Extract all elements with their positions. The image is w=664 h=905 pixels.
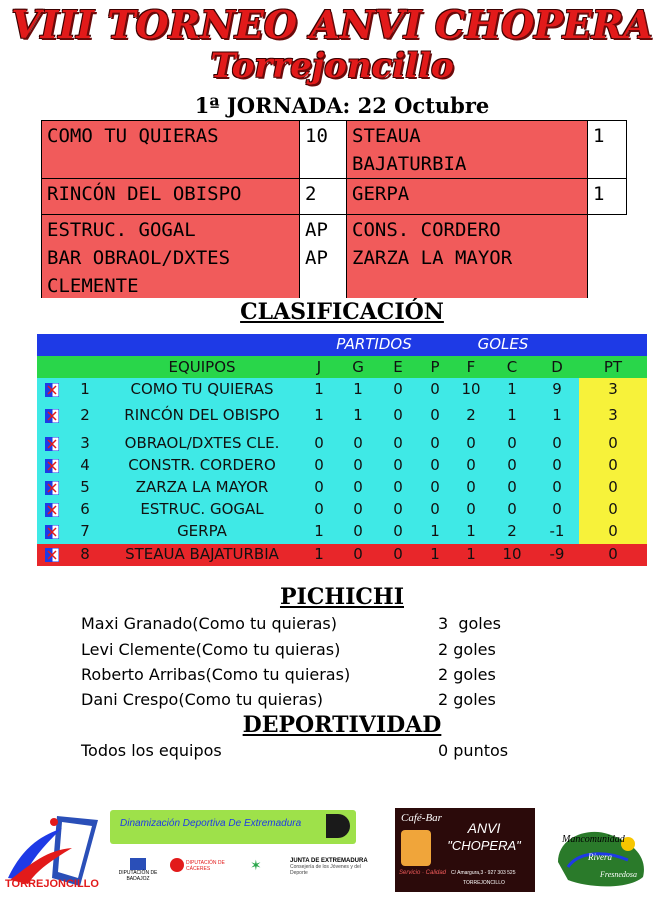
standing-c: 0 bbox=[507, 478, 517, 496]
standing-e: 0 bbox=[393, 500, 403, 518]
grid-line bbox=[299, 120, 300, 298]
standing-p: 1 bbox=[430, 545, 440, 563]
team-shield-icon bbox=[45, 480, 59, 494]
team-shield-icon bbox=[45, 436, 59, 450]
dinamizacion-text: Dinamización Deportiva De Extremadura bbox=[120, 818, 302, 829]
standing-e: 0 bbox=[393, 522, 403, 540]
standing-position: 7 bbox=[80, 522, 90, 540]
team-shield-icon bbox=[45, 502, 59, 516]
anvi-chopera-logo bbox=[395, 808, 535, 892]
standings-title: CLASIFICACIÓN bbox=[240, 299, 444, 325]
standing-g: 1 bbox=[353, 406, 363, 424]
pichichi-title: PICHICHI bbox=[279, 584, 404, 610]
badajoz-text: DIPUTACIÓN DE BADAJOZ bbox=[118, 870, 158, 882]
scorer-goals: 2 goles bbox=[438, 690, 496, 709]
standing-c: 2 bbox=[507, 522, 517, 540]
standing-position: 4 bbox=[80, 456, 90, 474]
standing-d: 1 bbox=[552, 406, 562, 424]
standings-table bbox=[37, 334, 647, 566]
caceres-icon bbox=[170, 858, 184, 872]
standing-team: OBRAOL/DXTES CLE. bbox=[124, 434, 280, 452]
deportividad-title: DEPORTIVIDAD bbox=[242, 712, 442, 738]
anvi-text: ANVI bbox=[467, 820, 501, 836]
col-header-g: G bbox=[352, 358, 364, 376]
standing-e: 0 bbox=[393, 406, 403, 424]
grid-line bbox=[41, 120, 42, 298]
standing-c: 0 bbox=[507, 500, 517, 518]
jornada-heading: 1ª JORNADA: 22 Octubre bbox=[194, 93, 490, 118]
junta-text: JUNTA DE EXTREMADURA bbox=[290, 858, 368, 864]
mancomunidad-text: Mancomunidad bbox=[562, 834, 625, 845]
standing-position: 8 bbox=[80, 545, 90, 563]
standing-d: 0 bbox=[552, 434, 562, 452]
standing-p: 0 bbox=[430, 456, 440, 474]
col-header-p: P bbox=[430, 358, 440, 376]
subtitle-location: Torrejoncillo bbox=[210, 46, 454, 86]
result-away-team: STEAUA BAJATURBIA bbox=[346, 120, 587, 178]
scorer-name: Dani Crespo(Como tu quieras) bbox=[81, 690, 324, 709]
standing-f: 10 bbox=[461, 380, 481, 398]
header-goles: GOLES bbox=[477, 335, 529, 353]
team-shield-icon bbox=[45, 547, 59, 561]
result-away-score: 1 bbox=[587, 120, 627, 178]
caceres-text: DIPUTACIÓN DE CÁCERES bbox=[186, 860, 225, 872]
scorer-name: Levi Clemente(Como tu quieras) bbox=[81, 640, 341, 659]
beer-icon bbox=[401, 830, 431, 866]
standing-f: 2 bbox=[466, 406, 476, 424]
standing-team: COMO TU QUIERAS bbox=[130, 380, 274, 398]
institution-logos bbox=[118, 858, 378, 894]
standing-pt: 3 bbox=[608, 406, 618, 424]
standing-p: 0 bbox=[430, 380, 440, 398]
standing-c: 0 bbox=[507, 434, 517, 452]
standing-f: 1 bbox=[466, 522, 476, 540]
scorer-goals: 3 goles bbox=[438, 614, 501, 633]
grid-line bbox=[346, 120, 347, 298]
results-table bbox=[41, 120, 627, 298]
standing-pt: 3 bbox=[608, 380, 618, 398]
scorer-name: Maxi Granado(Como tu quieras) bbox=[81, 614, 337, 633]
result-home-team: RINCÓN DEL OBISPO bbox=[41, 178, 299, 214]
standing-e: 0 bbox=[393, 545, 403, 563]
standing-d: 0 bbox=[552, 500, 562, 518]
junta-sub-text: Consejería de los Jóvenes y del Deporte bbox=[290, 864, 361, 876]
scorer-name: Roberto Arribas(Como tu quieras) bbox=[81, 665, 351, 684]
standing-d: 0 bbox=[552, 478, 562, 496]
mancomunidad-logo bbox=[548, 822, 660, 892]
grid-line bbox=[41, 178, 627, 179]
team-shield-icon bbox=[45, 408, 59, 422]
result-home-score: 2 bbox=[299, 178, 346, 214]
standing-j: 1 bbox=[314, 545, 324, 563]
standing-p: 0 bbox=[430, 434, 440, 452]
junta-logo bbox=[290, 858, 378, 876]
result-home-score: AP AP bbox=[299, 214, 346, 298]
standing-team: ESTRUC. GOGAL bbox=[140, 500, 264, 518]
standing-d: 0 bbox=[552, 456, 562, 474]
standing-g: 0 bbox=[353, 456, 363, 474]
result-away-team: CONS. CORDERO ZARZA LA MAYOR bbox=[346, 214, 587, 298]
standing-position: 2 bbox=[80, 406, 90, 424]
diputacion-caceres-logo bbox=[170, 858, 228, 872]
standing-d: 9 bbox=[552, 380, 562, 398]
standing-e: 0 bbox=[393, 380, 403, 398]
dinamizacion-banner bbox=[110, 810, 356, 844]
standing-f: 0 bbox=[466, 456, 476, 474]
standing-team: CONSTR. CORDERO bbox=[128, 456, 276, 474]
col-header-c: C bbox=[506, 358, 518, 376]
team-shield-icon bbox=[45, 458, 59, 472]
standing-c: 1 bbox=[507, 406, 517, 424]
torrejoncillo-text: TORREJONCILLO bbox=[5, 878, 99, 890]
standing-team: RINCÓN DEL OBISPO bbox=[124, 406, 280, 424]
result-away-score bbox=[587, 214, 627, 298]
standing-f: 1 bbox=[466, 545, 476, 563]
scorer-goals: 2 goles bbox=[438, 665, 496, 684]
standing-p: 0 bbox=[430, 478, 440, 496]
col-header-j: J bbox=[316, 358, 322, 376]
title: VIII TORNEO ANVI CHOPERA bbox=[11, 2, 653, 47]
standing-team: STEAUA BAJATURBIA bbox=[125, 545, 279, 563]
standing-j: 1 bbox=[314, 522, 324, 540]
junta-star-icon: ✶ bbox=[250, 858, 262, 874]
grid-line bbox=[626, 120, 627, 214]
standing-pt: 0 bbox=[608, 434, 618, 452]
result-home-score: 10 bbox=[299, 120, 346, 178]
standing-j: 1 bbox=[314, 380, 324, 398]
standing-d: -1 bbox=[549, 522, 565, 540]
standing-pt: 0 bbox=[608, 545, 618, 563]
standing-team: GERPA bbox=[177, 522, 227, 540]
col-header-e: E bbox=[393, 358, 403, 376]
badajoz-icon bbox=[130, 858, 146, 870]
grid-line bbox=[587, 120, 588, 298]
standing-team: ZARZA LA MAYOR bbox=[135, 478, 269, 496]
standing-c: 1 bbox=[507, 380, 517, 398]
standing-j: 0 bbox=[314, 434, 324, 452]
col-header-f: F bbox=[466, 358, 476, 376]
grid-line bbox=[41, 214, 627, 215]
standing-pt: 0 bbox=[608, 522, 618, 540]
deportividad-label: Todos los equipos bbox=[81, 741, 222, 760]
standing-e: 0 bbox=[393, 478, 403, 496]
standing-c: 10 bbox=[502, 545, 522, 563]
standing-position: 3 bbox=[80, 434, 90, 452]
standing-pt: 0 bbox=[608, 456, 618, 474]
standing-p: 0 bbox=[430, 500, 440, 518]
result-away-score: 1 bbox=[587, 178, 627, 214]
grid-line bbox=[41, 120, 627, 121]
standing-g: 0 bbox=[353, 500, 363, 518]
team-shield-icon bbox=[45, 382, 59, 396]
standing-g: 0 bbox=[353, 478, 363, 496]
result-home-team: ESTRUC. GOGAL BAR OBRAOL/DXTES CLEMENTE bbox=[41, 214, 299, 298]
standing-position: 1 bbox=[80, 380, 90, 398]
standing-e: 0 bbox=[393, 456, 403, 474]
standing-g: 0 bbox=[353, 522, 363, 540]
torrejoncillo-logo bbox=[2, 808, 102, 898]
cafe-bar-text: Café-Bar bbox=[401, 812, 442, 824]
standing-f: 0 bbox=[466, 478, 476, 496]
standing-position: 6 bbox=[80, 500, 90, 518]
standing-j: 0 bbox=[314, 500, 324, 518]
standing-position: 5 bbox=[80, 478, 90, 496]
deportividad-value: 0 puntos bbox=[438, 741, 509, 760]
standing-d: -9 bbox=[549, 545, 565, 563]
standing-pt: 0 bbox=[608, 500, 618, 518]
standing-e: 0 bbox=[393, 434, 403, 452]
standing-p: 1 bbox=[430, 522, 440, 540]
standing-f: 0 bbox=[466, 434, 476, 452]
address-town-text: TORREJONCILLO bbox=[463, 880, 505, 886]
diputacion-badajoz-logo bbox=[118, 858, 158, 882]
servicio-text: Servicio · Calidad bbox=[399, 870, 447, 876]
standing-j: 0 bbox=[314, 478, 324, 496]
dinamizacion-d-icon bbox=[326, 814, 350, 838]
standing-g: 0 bbox=[353, 434, 363, 452]
standing-j: 1 bbox=[314, 406, 324, 424]
standing-pt: 0 bbox=[608, 478, 618, 496]
standing-g: 0 bbox=[353, 545, 363, 563]
result-away-team: GERPA bbox=[346, 178, 587, 214]
col-header-equipos: EQUIPOS bbox=[168, 358, 236, 376]
standing-c: 0 bbox=[507, 456, 517, 474]
standing-j: 0 bbox=[314, 456, 324, 474]
standing-f: 0 bbox=[466, 500, 476, 518]
address-text: C/ Amargura,3 - 927 303 525 bbox=[451, 870, 516, 876]
chopera-text: "CHOPERA" bbox=[447, 838, 521, 853]
result-home-team: COMO TU QUIERAS bbox=[41, 120, 299, 178]
header-partidos: PARTIDOS bbox=[336, 335, 412, 353]
fresnedosa-text: Fresnedosa bbox=[600, 870, 638, 879]
standing-p: 0 bbox=[430, 406, 440, 424]
scorer-goals: 2 goles bbox=[438, 640, 496, 659]
col-header-pt: PT bbox=[603, 358, 623, 376]
col-header-d: D bbox=[551, 358, 563, 376]
rivera-text: Rivera bbox=[588, 852, 612, 862]
team-shield-icon bbox=[45, 524, 59, 538]
standing-g: 1 bbox=[353, 380, 363, 398]
